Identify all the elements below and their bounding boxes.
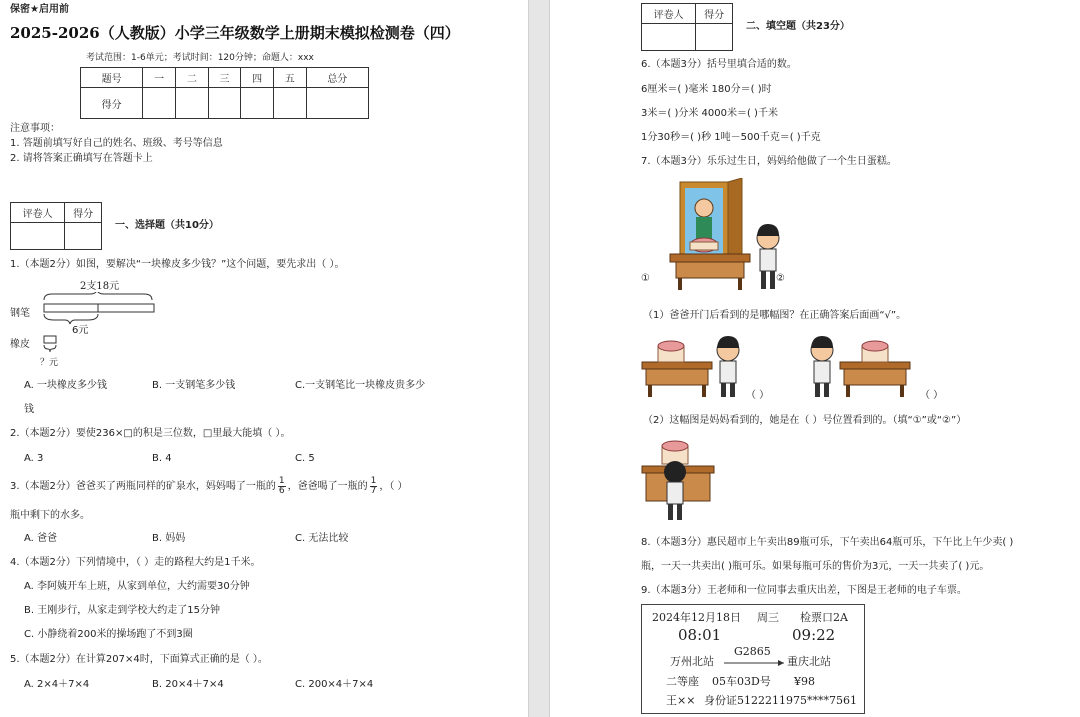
q4-option-c[interactable]: C. 小静绕着200米的操场跑了不到3圈 <box>24 629 193 640</box>
score-header-cell: 一 <box>143 68 176 88</box>
mother-view-illustration <box>640 436 720 524</box>
question-4-text: 4.（本题2分）下列情境中，（ ）走的路程大约是1千米。 <box>10 557 261 568</box>
note-item: 2. 请将答案正确填写在答题卡上 <box>10 153 153 164</box>
ticket-gate: 检票口2A <box>800 611 848 624</box>
exam-info: 考试范围：1-6单元；考试时间：120分钟；命题人：xxx <box>86 53 314 63</box>
q3-text-part: 3.（本题2分）爸爸买了两瓶同样的矿泉水，妈妈喝了一瓶的 <box>10 481 276 492</box>
ticket-seat-class: 二等座 <box>666 675 699 688</box>
q1-option-c[interactable]: C.一支钢笔比一块橡皮贵多少 <box>295 380 426 391</box>
diagram-top-label: 2支18元 <box>80 281 120 292</box>
q7-answer-paren-2[interactable]: （ ） <box>920 390 944 401</box>
grader-label: 评卷人 <box>642 4 696 24</box>
score-table <box>80 67 369 119</box>
q2-option-b[interactable]: B. 4 <box>152 453 172 464</box>
question-2-text: 2.（本题2分）要使236×□的积是三位数，□里最大能填（ ）。 <box>10 428 291 439</box>
page-gutter <box>528 0 550 717</box>
grader-input-cell[interactable] <box>11 223 65 250</box>
q3-text-part: ，爸爸喝了一瓶的 <box>287 481 368 492</box>
note-item: 1. 答题前填写好自己的姓名、班级、考号等信息 <box>10 138 223 149</box>
q3-option-b[interactable]: B. 妈妈 <box>152 533 186 544</box>
arrow-right-icon <box>722 659 788 667</box>
q5-option-a[interactable]: A. 2×4＋7×4 <box>24 679 90 690</box>
q6-line[interactable]: 3米＝( )分米 4000米＝( )千米 <box>641 108 778 119</box>
grader-score-label: 得分 <box>696 4 733 24</box>
question-3-text <box>10 475 408 499</box>
exam-page-right <box>550 0 1080 717</box>
q3-option-a[interactable]: A. 爸爸 <box>24 533 58 544</box>
q1-option-a[interactable]: A. 一块橡皮多少钱 <box>24 380 108 391</box>
section-2-title: 二、填空题（共23分） <box>746 21 850 32</box>
fraction-numerator: 1 <box>370 475 377 486</box>
q3-text-part: ，（ ） <box>379 481 408 492</box>
fraction-one-sixth <box>278 477 286 496</box>
question-5-text: 5.（本题2分）在计算207×4时，下面算式正确的是（ ）。 <box>10 654 268 665</box>
ticket-train-number: G2865 <box>734 645 771 658</box>
page-title: 2025-2026（人教版）小学三年级数学上册期末模拟检测卷（四） <box>10 24 460 42</box>
q5-option-b[interactable]: B. 20×4＋7×4 <box>152 679 224 690</box>
ticket-depart-time: 08:01 <box>678 626 722 644</box>
question-6-text: 6.（本题3分）括号里填合适的数。 <box>641 59 797 70</box>
q7-answer-paren-1[interactable]: （ ） <box>746 390 770 401</box>
score-input-cell[interactable] <box>273 88 306 119</box>
diagram-pen-label: 钢笔 <box>10 308 30 319</box>
fraction-denominator: 6 <box>278 485 285 496</box>
score-header-cell: 总分 <box>306 68 368 88</box>
fraction-numerator: 1 <box>278 475 285 486</box>
question-1-text: 1.（本题2分）如图，要解决“一块橡皮多少钱？”这个问题，要先求出（ ）。 <box>10 259 345 270</box>
grader-input-cell[interactable] <box>642 24 696 51</box>
diagram-mid-label: 6元 <box>72 325 89 336</box>
birthday-scene-illustration <box>640 178 790 298</box>
question-7-sub-2: （2）这幅图是妈妈看到的，她是在（ ）号位置看到的。（填“①”或“②”） <box>643 415 967 426</box>
score-input-cell[interactable] <box>208 88 241 119</box>
section-1-title: 一、选择题（共10分） <box>115 220 219 231</box>
grader-score-input[interactable] <box>696 24 733 51</box>
question-8-line-2[interactable]: 瓶，一天一共卖出( )瓶可乐。如果每瓶可乐的售价为3元，一天一共卖了( )元。 <box>641 561 990 572</box>
question-7-sub-1: （1）爸爸开门后看到的是哪幅图？在正确答案后面画“√”。 <box>643 310 907 321</box>
secret-label: 保密★启用前 <box>10 4 69 15</box>
grader-box <box>10 202 102 250</box>
question-7-text: 7.（本题3分）乐乐过生日，妈妈给他做了一个生日蛋糕。 <box>641 156 897 167</box>
q2-option-c[interactable]: C. 5 <box>295 453 315 464</box>
score-row-label: 得分 <box>81 88 143 119</box>
score-header-cell: 五 <box>273 68 306 88</box>
question-8-line-1[interactable]: 8.（本题3分）惠民超市上午卖出89瓶可乐，下午卖出64瓶可乐，下午比上午少卖( ) <box>641 537 1014 548</box>
notes-heading: 注意事项： <box>10 123 60 134</box>
q1-option-c-wrap: 钱 <box>24 404 34 415</box>
q6-line[interactable]: 6厘米＝( )毫米 180分＝( )时 <box>641 84 772 95</box>
question-3-text-cont: 瓶中剩下的水多。 <box>10 510 90 521</box>
ticket-passenger: 王×× <box>666 694 696 707</box>
question-9-text: 9.（本题3分）王老师和一位同事去重庆出差，下图是王老师的电子车票。 <box>641 585 967 596</box>
q1-option-b[interactable]: B. 一支钢笔多少钱 <box>152 380 236 391</box>
score-header-cell: 二 <box>176 68 209 88</box>
q3-option-c[interactable]: C. 无法比较 <box>295 533 349 544</box>
view-option-2-illustration <box>802 330 912 400</box>
grader-score-input[interactable] <box>65 223 102 250</box>
train-ticket <box>641 604 865 714</box>
grader-box <box>641 3 733 51</box>
ticket-id: 身份证5122211975****7561 <box>704 694 857 707</box>
view-option-1-illustration <box>640 330 750 400</box>
position-2-marker: ② <box>776 273 785 284</box>
score-input-cell[interactable] <box>241 88 274 119</box>
score-input-cell[interactable] <box>306 88 368 119</box>
q4-option-a[interactable]: A. 李阿姨开车上班，从家到单位，大约需要30分钟 <box>24 581 250 592</box>
score-header-cell: 三 <box>208 68 241 88</box>
bar-model-diagram <box>40 292 165 362</box>
score-header-cell: 四 <box>241 68 274 88</box>
grader-label: 评卷人 <box>11 203 65 223</box>
grader-score-label: 得分 <box>65 203 102 223</box>
q6-line[interactable]: 1分30秒＝( )秒 1吨－500千克＝( )千克 <box>641 132 821 143</box>
diagram-unknown-label: ？元 <box>40 358 59 368</box>
fraction-one-seventh <box>370 477 378 496</box>
ticket-seat: 05车03D号 <box>712 675 771 688</box>
ticket-from-station: 万州北站 <box>670 655 714 668</box>
q5-option-c[interactable]: C. 200×4＋7×4 <box>295 679 374 690</box>
fraction-denominator: 7 <box>370 485 377 496</box>
score-input-cell[interactable] <box>176 88 209 119</box>
ticket-weekday: 周三 <box>757 611 779 624</box>
q2-option-a[interactable]: A. 3 <box>24 453 44 464</box>
ticket-price: ¥98 <box>794 675 815 688</box>
exam-page-left <box>0 0 528 717</box>
ticket-date: 2024年12月18日 <box>652 611 741 624</box>
score-input-cell[interactable] <box>143 88 176 119</box>
ticket-arrive-time: 09:22 <box>792 626 836 644</box>
ticket-to-station: 重庆北站 <box>787 655 831 668</box>
diagram-eraser-label: 橡皮 <box>10 339 30 350</box>
position-1-marker: ① <box>641 273 650 284</box>
q4-option-b[interactable]: B. 王刚步行，从家走到学校大约走了15分钟 <box>24 605 220 616</box>
score-header-cell: 题号 <box>81 68 143 88</box>
